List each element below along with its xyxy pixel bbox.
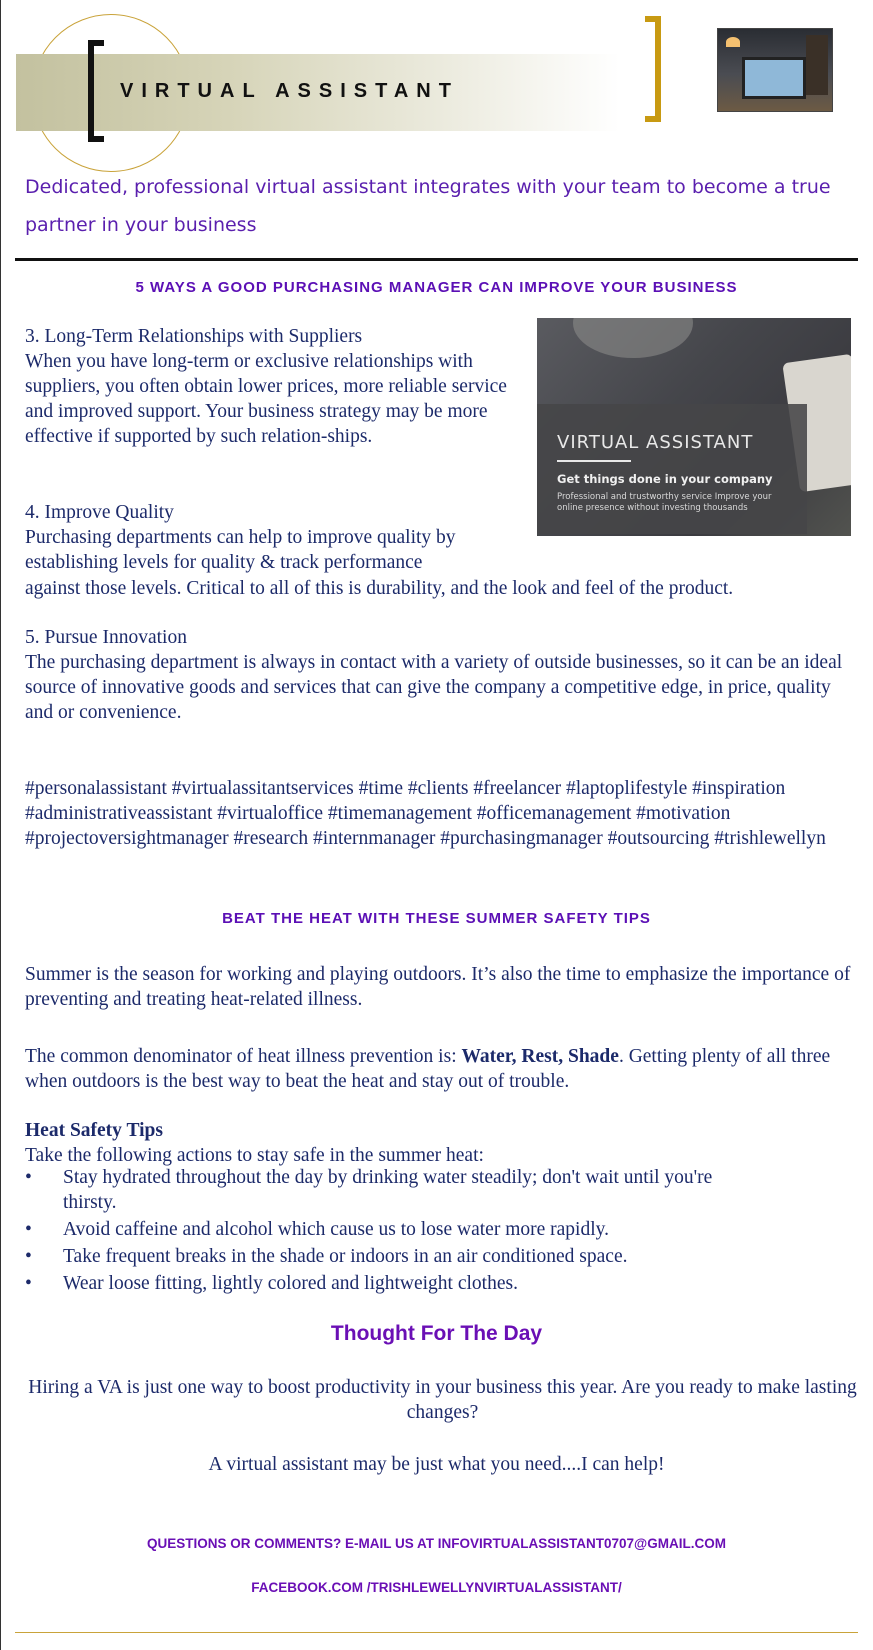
bullet-icon: • [25, 1167, 32, 1188]
heat-safety-tips [25, 1118, 860, 1168]
right-bracket-top [645, 16, 661, 22]
tips-list [25, 1165, 745, 1298]
heat-safety-heading: Heat Safety Tips [25, 1120, 163, 1141]
item-4 [25, 500, 530, 575]
footer-divider [15, 1632, 858, 1633]
item-5 [25, 625, 860, 725]
thought-paragraph: Hiring a VA is just one way to boost productivity in your business this year. Are you ready to make lasting changes? [28, 1377, 857, 1423]
list-item [25, 1165, 745, 1215]
item-5-body: The purchasing department is always in contact with a variety of outside businesses, so it can be an ideal source of innovative goods and services that can give the company a competitive edge, in price, quality and or convenience. [25, 652, 843, 723]
list-item [25, 1271, 745, 1296]
hashtags: #personalassistant #virtualassitantservices #time #clients #freelancer #laptoplifestyle #inspiration #administrativeassistant #virtualoffice #timemanagement #officemanagement #motivation #projectoversightmanager #research #internmanager #purchasingmanager #outsourcing #trishlewellyn [25, 778, 826, 849]
heat-prevention-paragraph [25, 1044, 860, 1094]
summer-intro: Summer is the season for working and playing outdoors. It’s also the time to emphasize the importance of preventing and treating heat-related illness. [25, 964, 851, 1010]
item-3-body: When you have long-term or exclusive relationships with suppliers, you often obtain lower prices, more reliable service and improved support. Your business strategy may be more effective if supported by such relation-ships. [25, 351, 507, 447]
virtual-assistant-promo-image [537, 318, 851, 536]
right-bracket [655, 16, 661, 122]
right-bracket-bottom [645, 116, 661, 122]
section-heading-summer-safety: BEAT THE HEAT WITH THESE SUMMER SAFETY TIPS [222, 910, 651, 927]
laptop-shape [742, 57, 806, 99]
contact-email-line[interactable]: QUESTIONS OR COMMENTS? E-MAIL US AT INFOVIRTUALASSISTANT0707@GMAIL.COM [147, 1536, 726, 1551]
list-item-text: Take frequent breaks in the shade or indoors in an air conditioned space. [63, 1246, 628, 1267]
lamp-shape [726, 37, 740, 47]
thought-closing: A virtual assistant may be just what you need....I can help! [208, 1454, 665, 1475]
list-item [25, 1217, 745, 1242]
heat-prevention-text-b: . Getting plenty of all three when outdoors is the best way to beat the heat and stay out of trouble. [25, 1046, 831, 1092]
left-bracket-bottom [88, 136, 104, 142]
shelf-shape [806, 35, 828, 95]
left-bracket-top [88, 40, 104, 46]
promo-subheading: Get things done in your company [557, 472, 773, 486]
section-heading-purchasing: 5 WAYS A GOOD PURCHASING MANAGER CAN IMPROVE YOUR BUSINESS [135, 279, 738, 296]
facebook-link[interactable]: FACEBOOK.COM /TRISHLEWELLYNVIRTUALASSISTANT/ [251, 1580, 622, 1595]
list-item-text: Wear loose fitting, lightly colored and lightweight clothes. [63, 1273, 518, 1294]
header-laptop-photo [717, 28, 833, 112]
cup-shape [573, 318, 693, 358]
bullet-icon: • [25, 1246, 32, 1267]
bullet-icon: • [25, 1273, 32, 1294]
header-divider [15, 258, 858, 261]
item-4-body-continued: against those levels. Critical to all of this is durability, and the look and feel of the product. [25, 578, 734, 599]
heat-prevention-keywords: Water, Rest, Shade [461, 1046, 619, 1067]
tagline: Dedicated, professional virtual assistant integrates with your team to become a true partner in your business [25, 176, 831, 236]
heat-safety-intro: Take the following actions to stay safe in the summer heat: [25, 1145, 484, 1166]
promo-overlay [537, 404, 807, 534]
thought-heading: Thought For The Day [330, 1322, 543, 1345]
item-3-title: 3. Long-Term Relationships with Suppliers [25, 326, 363, 347]
list-item-text: Stay hydrated throughout the day by drinking water steadily; don't wait until you're thirsty. [63, 1167, 713, 1213]
list-item [25, 1244, 745, 1269]
item-5-title: 5. Pursue Innovation [25, 627, 187, 648]
promo-text: Professional and trustworthy service Improve your online presence without investing thousands [557, 492, 772, 513]
page-edge [0, 0, 1, 1650]
item-4-body: Purchasing departments can help to improve quality by establishing levels for quality & track performance [25, 527, 456, 573]
promo-heading: VIRTUAL ASSISTANT [557, 432, 754, 453]
heat-prevention-text-a: The common denominator of heat illness prevention is: [25, 1046, 462, 1067]
list-item-text: Avoid caffeine and alcohol which cause us to lose water more rapidly. [63, 1219, 609, 1240]
bullet-icon: • [25, 1219, 32, 1240]
item-4-continued [25, 576, 860, 601]
page-title: VIRTUAL ASSISTANT [120, 80, 459, 102]
left-bracket [88, 40, 94, 142]
promo-rule [557, 460, 631, 462]
item-4-title: 4. Improve Quality [25, 502, 174, 523]
item-3 [25, 324, 530, 449]
